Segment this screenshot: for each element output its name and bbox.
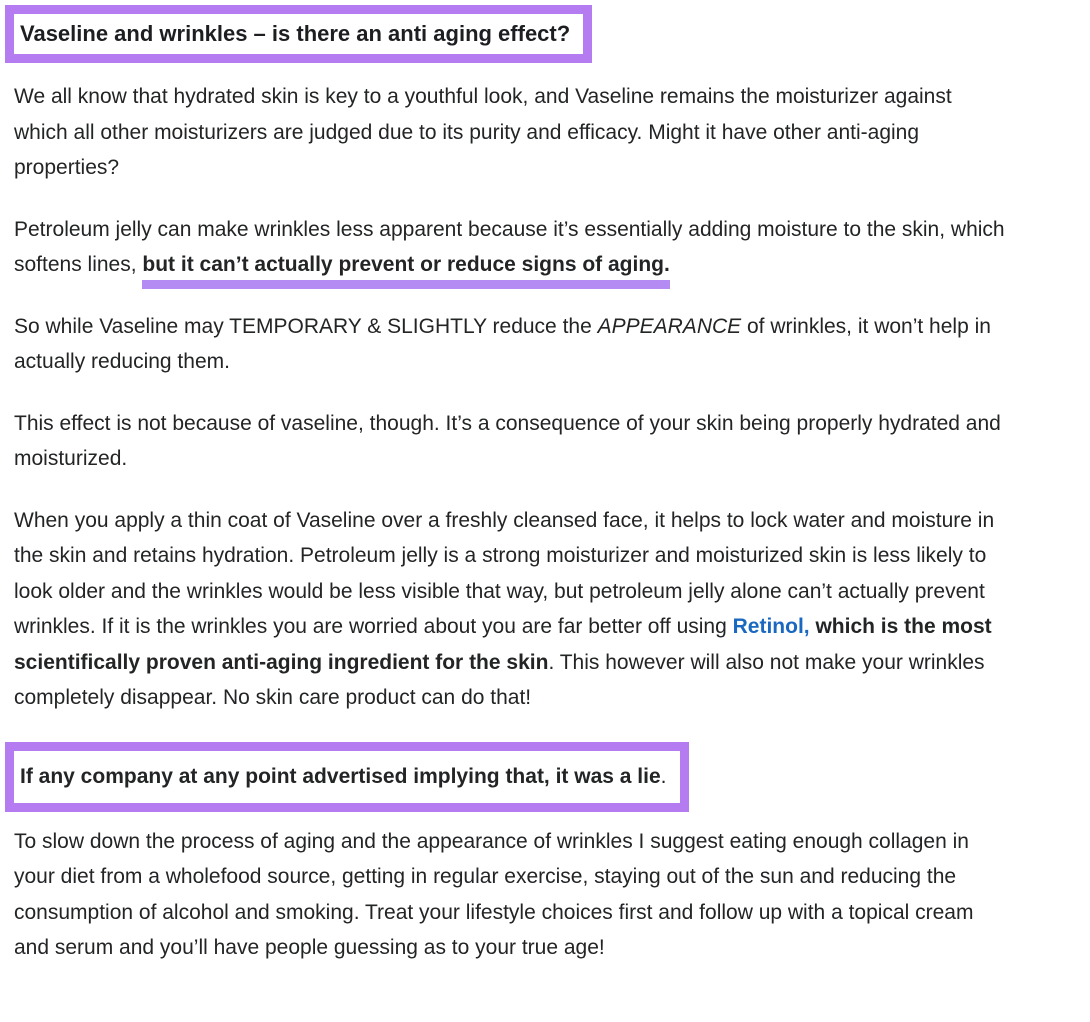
paragraph-thin-coat: [14, 503, 1006, 716]
text-segment: Petroleum jelly can make wrinkles less apparent because it’s essentially adding moisture to the skin, which softens lines,: [14, 217, 1005, 276]
text-segment: To slow down the process of aging and the appearance of wrinkles I suggest eating enough collagen in your diet from a wholefood source, getting in regular exercise, staying out of the sun and reducing the consumption of alcohol and smoking. Treat your lifestyle choices first and follow up with a topical cream and serum and you’ll have people guessing as to your true age!: [14, 829, 974, 959]
retinol-link[interactable]: Retinol,: [732, 615, 810, 638]
text-segment: This effect is not because of vaseline, though. It’s a consequence of your skin being properly hydrated and moisturized.: [14, 411, 1001, 470]
text-segment: of wrinkles, it won’t help in actually reducing them.: [14, 314, 991, 373]
text-segment: When you apply a thin coat of Vaseline over a freshly cleansed face, it helps to lock water and moisture in the skin and retains hydration. Petroleum jelly is a strong moisturizer and moisturized skin is less likely to look older and the wrinkles would be less visible that way, but petroleum jelly alone can’t actually prevent wrinkles. If it is the wrinkles you are worried about you are far better off using: [14, 508, 995, 638]
bold-lie-statement: If any company at any point advertised implying that, it was a lie: [20, 764, 661, 788]
boxed-sentence: [20, 758, 667, 796]
purple-highlight-box-sentence: [5, 742, 689, 812]
text-segment: .: [660, 764, 667, 788]
text-segment: So while Vaseline may TEMPORARY & SLIGHTLY reduce the: [14, 314, 598, 338]
text-segment: We all know that hydrated skin is key to a youthful look, and Vaseline remains the moisturizer against which all other moisturizers are judged due to its purity and efficacy. Might it have other anti-aging properties?: [14, 85, 952, 179]
paragraph-appearance: [14, 309, 1006, 380]
article-heading: Vaseline and wrinkles – is there an anti aging effect?: [20, 21, 571, 46]
italic-appearance-word: APPEARANCE: [597, 314, 742, 338]
paragraph-effect-cause: [14, 406, 1006, 477]
paragraph-petroleum-jelly: [14, 212, 1006, 283]
text-segment: . This however will also not make your wrinkles completely disappear. No skin care product can do that!: [14, 650, 985, 709]
underlined-bold-statement: but it can’t actually prevent or reduce signs of aging.: [142, 253, 669, 289]
bold-retinol-claim: which is the most scientifically proven anti-aging ingredient for the skin: [14, 615, 992, 674]
purple-highlight-box-heading: [5, 5, 592, 63]
paragraph-closing: [14, 824, 1006, 966]
paragraph-intro: [14, 79, 1006, 186]
